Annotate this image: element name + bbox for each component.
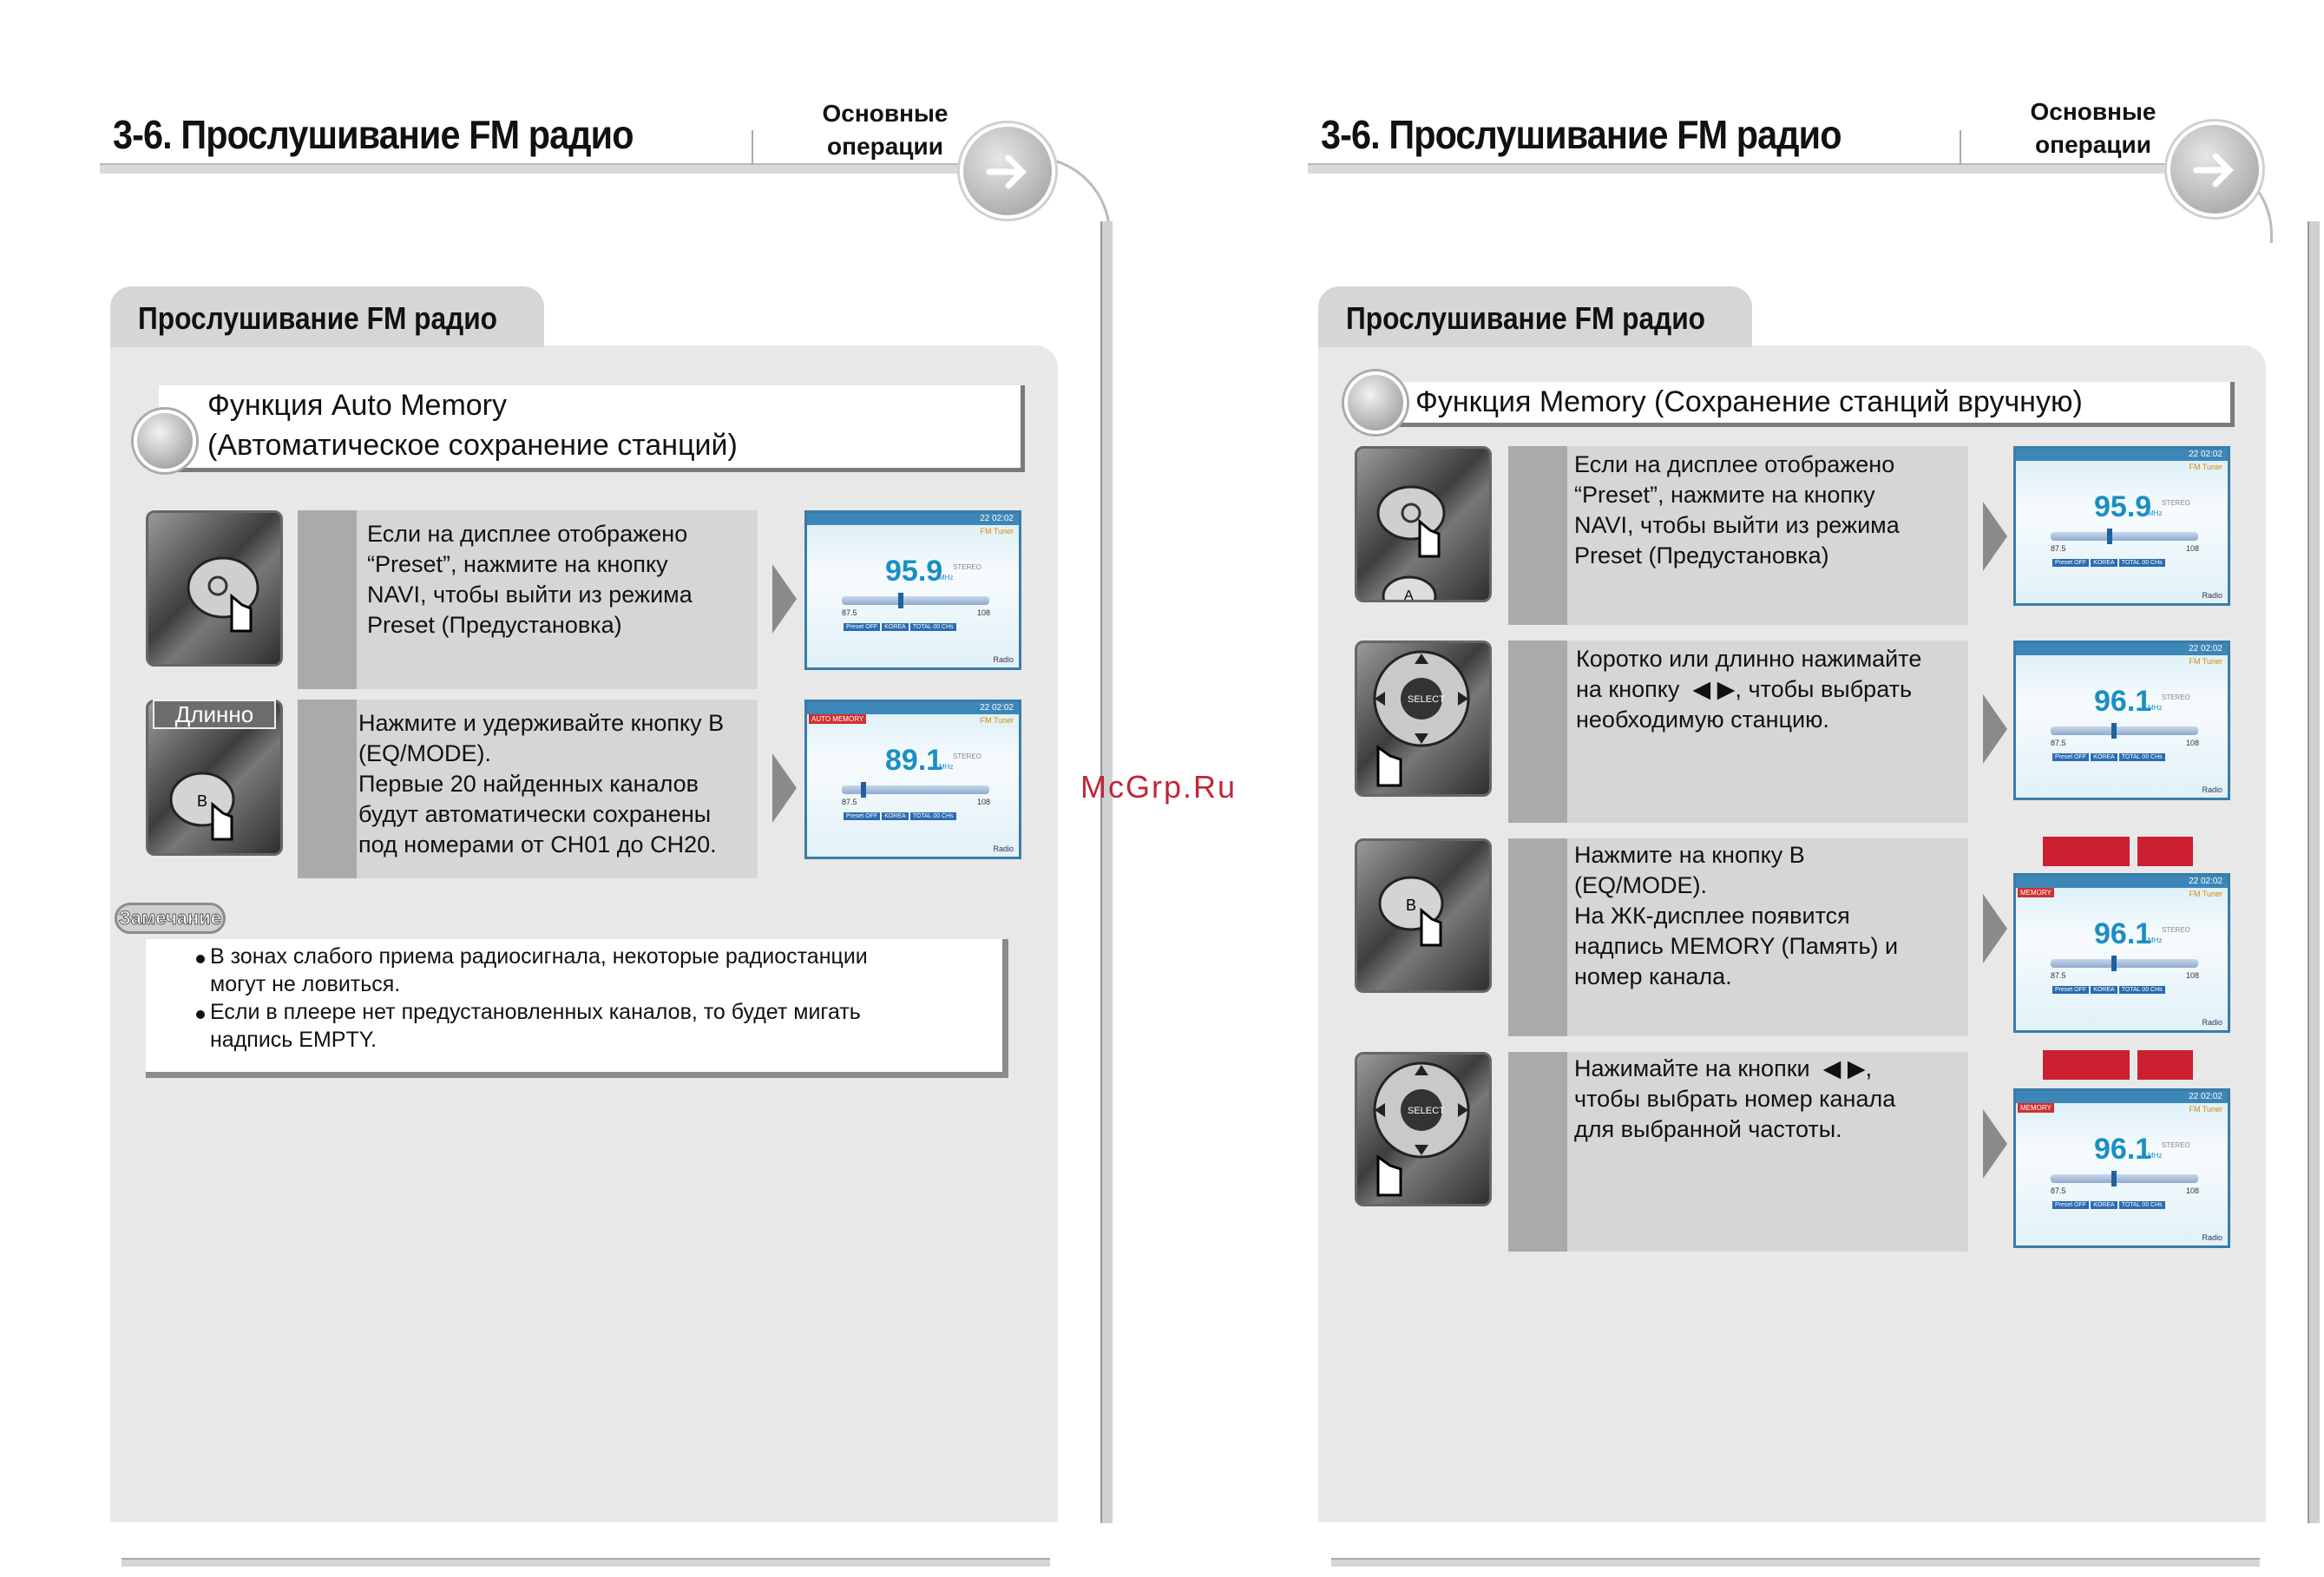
step-arrow-icon	[772, 753, 797, 823]
feature-bullet-icon	[1344, 371, 1407, 434]
footer-rule	[121, 1558, 1050, 1567]
screen-chips	[844, 813, 958, 819]
chip-total: TOTAL 00 CHs	[2119, 1201, 2165, 1209]
step-text: Если на дисплее отображено “Preset”, нажмите на кнопку NAVI, чтобы выйти из режима Preset (Предустановка)	[1574, 451, 1900, 568]
screen-chips	[2052, 560, 2167, 566]
select-dial-photo	[1355, 641, 1492, 797]
screen-range-high: 108	[977, 608, 991, 617]
screen-unit: MHz	[939, 763, 954, 771]
footer-rule	[1331, 1558, 2260, 1567]
feature-box	[159, 385, 1025, 472]
step-card-accent	[1508, 1052, 1567, 1252]
step-arrow-icon	[1983, 694, 2007, 764]
screen-footer: Radio	[993, 844, 1014, 853]
screen-chips	[2052, 754, 2167, 760]
player-screen	[2013, 1088, 2230, 1248]
screen-stereo: STEREO	[953, 752, 981, 760]
next-arrow-icon	[2167, 122, 2262, 217]
screen-range-high: 108	[977, 798, 991, 806]
memory-callout	[2043, 837, 2130, 866]
screen-tuning-knob	[2111, 956, 2117, 971]
chip-total: TOTAL 00 CHs	[910, 623, 956, 631]
screen-stereo: STEREO	[2162, 926, 2190, 934]
screen-footer: Radio	[2202, 1018, 2222, 1027]
note-tag: Замечание	[115, 903, 226, 934]
page-title: 3-6. Прослушивание FM радио	[113, 112, 634, 157]
screen-unit: MHz	[2148, 1152, 2163, 1160]
chip-preset: Preset OFF	[2052, 559, 2089, 567]
right-page	[1162, 0, 2324, 1577]
screen-unit: MHz	[2148, 936, 2163, 944]
section-label	[816, 97, 955, 163]
chip-preset: Preset OFF	[2052, 753, 2089, 761]
step-text: Если на дисплее отображено “Preset”, нажмите на кнопку NAVI, чтобы выйти из режима Preset (Предустановка)	[367, 521, 693, 638]
chip-region: KOREA	[882, 623, 909, 631]
chip-total: TOTAL 00 CHs	[2119, 986, 2165, 994]
step-arrow-icon	[1983, 1109, 2007, 1179]
screen-tuning-bar	[2051, 532, 2198, 541]
side-rail	[2308, 221, 2320, 1523]
long-press-label: Длинно	[153, 700, 276, 729]
chip-preset: Preset OFF	[2052, 986, 2089, 994]
header-divider	[752, 130, 753, 165]
screen-mode-badge: AUTO MEMORY	[809, 714, 866, 724]
screen-unit: MHz	[939, 574, 954, 582]
svg-text:SELECT: SELECT	[1408, 694, 1445, 705]
chip-preset: Preset OFF	[844, 623, 880, 631]
screen-tuning-knob	[2111, 1171, 2117, 1186]
watermark: McGrp.Ru	[1080, 769, 1237, 805]
screen-tuning-knob	[2107, 529, 2112, 544]
note-text: В зонах слабого приема радиосигнала, некоторые радиостанции	[210, 944, 868, 969]
svg-text:SELECT: SELECT	[1408, 1106, 1445, 1116]
screen-tuning-knob	[2111, 723, 2117, 739]
player-screen	[2013, 641, 2230, 800]
header-divider	[1960, 130, 1961, 165]
section-label-line2: операции	[2035, 131, 2151, 158]
section-label-line1: Основные	[2030, 98, 2157, 125]
navi-button-photo	[146, 510, 283, 667]
screen-chips	[2052, 1202, 2167, 1208]
header-rule	[1308, 163, 2197, 174]
note-text: могут не ловиться.	[210, 972, 401, 996]
screen-status: 22 02:02	[2016, 449, 2228, 461]
screen-footer: Radio	[2202, 1233, 2222, 1242]
screen-frequency: 89.1	[885, 744, 943, 777]
screen-mode-badge: MEMORY	[2018, 888, 2054, 897]
section-label-line2: операции	[827, 133, 943, 160]
screen-tuning-bar	[2051, 959, 2198, 968]
feature-title-line2: (Автоматическое сохранение станций)	[207, 429, 738, 462]
screen-unit: MHz	[2148, 704, 2163, 712]
chip-region: KOREA	[2091, 986, 2117, 994]
player-screen	[804, 700, 1021, 859]
step-card	[298, 510, 758, 689]
screen-status: 22 02:02	[807, 513, 1019, 525]
screen-range-high: 108	[2186, 544, 2200, 553]
screen-tuning-bar	[842, 596, 989, 605]
step-text: Коротко или длинно нажимайте на кнопку ◀ ▶, чтобы выбрать необходимую станцию.	[1576, 646, 1922, 733]
step-arrow-icon	[1983, 502, 2007, 571]
screen-footer: Radio	[2202, 591, 2222, 600]
screen-tuner-label: FM Tuner	[980, 716, 1014, 725]
screen-stereo: STEREO	[2162, 1141, 2190, 1149]
screen-tuning-bar	[2051, 726, 2198, 735]
section-tab-title: Прослушивание FM радио	[138, 300, 498, 336]
step-card-accent	[1508, 446, 1567, 625]
step-card	[298, 700, 758, 878]
player-screen	[2013, 446, 2230, 606]
section-tab	[110, 286, 544, 347]
screen-range-low: 87.5	[2051, 739, 2066, 747]
screen-frequency: 96.1	[2094, 917, 2152, 950]
screen-chips	[2052, 987, 2167, 993]
chip-region: KOREA	[2091, 1201, 2117, 1209]
screen-tuning-knob	[861, 782, 866, 798]
screen-tuning-bar	[2051, 1174, 2198, 1183]
chip-total: TOTAL 00 CHs	[2119, 559, 2165, 567]
step-text: Нажмите на кнопку B (EQ/MODE). На ЖК-дисплее появится надпись MEMORY (Память) и номер канала.	[1574, 842, 1899, 989]
section-tab-title: Прослушивание FM радио	[1346, 300, 1706, 336]
screen-range-high: 108	[2186, 739, 2200, 747]
step-card	[1508, 446, 1968, 625]
svg-text:B: B	[1406, 897, 1417, 914]
page-title: 3-6. Прослушивание FM радио	[1321, 112, 1841, 157]
screen-stereo: STEREO	[2162, 499, 2190, 507]
screen-unit: MHz	[2148, 509, 2163, 517]
channel-callout	[2137, 837, 2193, 866]
chip-preset: Preset OFF	[844, 812, 880, 820]
section-tab	[1318, 286, 1752, 347]
screen-tuner-label: FM Tuner	[2189, 1105, 2222, 1114]
step-card-accent	[1508, 641, 1567, 823]
screen-status: 22 02:02	[807, 702, 1019, 714]
note-text: надпись EMPTY.	[210, 1028, 377, 1052]
feature-bullet-icon	[134, 410, 196, 472]
chip-total: TOTAL 00 CHs	[2119, 753, 2165, 761]
screen-range-high: 108	[2186, 1186, 2200, 1195]
screen-mode-badge: MEMORY	[2018, 1103, 2054, 1113]
screen-range-high: 108	[2186, 971, 2200, 980]
screen-chips	[844, 624, 958, 630]
player-screen	[2013, 873, 2230, 1033]
chip-preset: Preset OFF	[2052, 1201, 2089, 1209]
chip-total: TOTAL 00 CHs	[910, 812, 956, 820]
chip-region: KOREA	[882, 812, 909, 820]
step-card	[1508, 838, 1968, 1036]
screen-tuner-label: FM Tuner	[2189, 657, 2222, 666]
svg-text:B: B	[197, 792, 208, 810]
next-arrow-icon	[960, 123, 1055, 219]
step-card	[1508, 1052, 1968, 1252]
b-button-photo	[1355, 838, 1492, 993]
section-label-line1: Основные	[822, 100, 949, 127]
screen-range-low: 87.5	[842, 798, 857, 806]
screen-status: 22 02:02	[2016, 643, 2228, 655]
note-text: Если в плеере нет предустановленных каналов, то будет мигать	[210, 1000, 861, 1024]
player-screen	[804, 510, 1021, 670]
screen-footer: Radio	[993, 655, 1014, 664]
step-arrow-icon	[1983, 894, 2007, 963]
screen-frequency: 95.9	[2094, 490, 2152, 523]
feature-title-line1: Функция Auto Memory	[207, 389, 507, 422]
screen-tuner-label: FM Tuner	[2189, 890, 2222, 898]
screen-tuner-label: FM Tuner	[980, 527, 1014, 536]
screen-frequency: 95.9	[885, 555, 943, 588]
screen-footer: Radio	[2202, 785, 2222, 794]
feature-box	[1367, 382, 2235, 427]
screen-stereo: STEREO	[2162, 693, 2190, 701]
screen-range-low: 87.5	[2051, 1186, 2066, 1195]
select-dial-photo	[1355, 1052, 1492, 1206]
note-bullet-icon	[196, 955, 205, 963]
step-card	[1508, 641, 1968, 823]
navi-button-photo	[1355, 446, 1492, 602]
chip-region: KOREA	[2091, 559, 2117, 567]
screen-tuner-label: FM Tuner	[2189, 463, 2222, 471]
step-card-accent	[298, 510, 357, 689]
note-bullet-icon	[196, 1010, 205, 1019]
step-text: Нажимайте на кнопки ◀ ▶, чтобы выбрать номер канала для выбранной частоты.	[1574, 1055, 1896, 1142]
section-label	[2024, 95, 2163, 161]
chip-region: KOREA	[2091, 753, 2117, 761]
screen-range-low: 87.5	[842, 608, 857, 617]
memory-callout	[2043, 1050, 2130, 1080]
screen-frequency: 96.1	[2094, 685, 2152, 718]
screen-status: 22 02:02	[2016, 876, 2228, 888]
header-rule	[100, 163, 989, 174]
step-card-accent	[1508, 838, 1567, 1036]
screen-stereo: STEREO	[953, 563, 981, 571]
screen-range-low: 87.5	[2051, 544, 2066, 553]
svg-text:A: A	[1404, 588, 1414, 603]
step-arrow-icon	[772, 564, 797, 634]
note-box	[146, 939, 1008, 1078]
channel-callout	[2137, 1050, 2193, 1080]
step-text: Нажмите и удерживайте кнопку B (EQ/MODE). Первые 20 найденных каналов будут автоматически сохранены под номерами от CH01 до CH20.	[358, 710, 725, 857]
screen-status: 22 02:02	[2016, 1091, 2228, 1103]
step-card-accent	[298, 700, 357, 878]
screen-tuning-knob	[898, 593, 903, 608]
feature-title: Функция Memory (Сохранение станций вручную)	[1415, 385, 2083, 418]
screen-range-low: 87.5	[2051, 971, 2066, 980]
side-rail	[1100, 221, 1113, 1523]
screen-frequency: 96.1	[2094, 1133, 2152, 1166]
